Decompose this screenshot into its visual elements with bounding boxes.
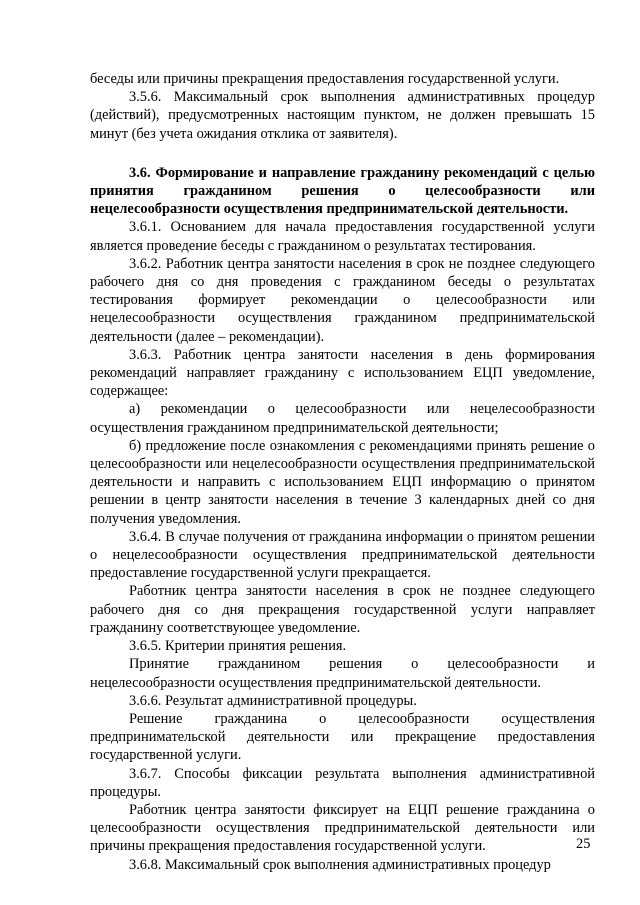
page-number: 25 [576, 836, 591, 852]
paragraph-result: Решение гражданина о целесообразности осуществления предпринимательской деятельности или прекращение предоставления государственной услуги. [90, 710, 595, 764]
section-gap [90, 143, 595, 164]
paragraph-3-6-5: 3.6.5. Критерии принятия решения. [129, 638, 347, 655]
section-heading-3-6: 3.6. Формирование и направление гражданину рекомендаций с целью принятия гражданином решения о целесообразности или нецелесообразности осуществления предпринимательской деятельности. [90, 164, 595, 218]
list-item-a: а) рекомендации о целесообразности или нецелесообразности осуществления гражданином предпринимательской деятельности; [90, 401, 595, 436]
paragraph-3-6-1: 3.6.1. Основанием для начала предоставления государственной услуги является проведение беседы с гражданином о результатах тестирования. [90, 219, 595, 254]
paragraph-3-6-6: 3.6.6. Результат административной процедуры. [129, 692, 417, 709]
paragraph-3-6-4: 3.6.4. В случае получения от гражданина информации о принятом решении о нецелесообразности осуществления предпринимательской деятельности предоставление государственной услуги прекращается. [90, 528, 595, 582]
paragraph-fixation: Работник центра занятости фиксирует на ЕЦП решение гражданина о целесообразности осуществления предпринимательской деятельности или причины прекращения предоставления государственной услуги. [90, 801, 595, 855]
paragraph-3-6-7: 3.6.7. Способы фиксации результата выполнения административной процедуры. [90, 765, 595, 800]
paragraph-criteria: Принятие гражданином решения о целесообразности и нецелесообразности осуществления предпринимательской деятельности. [90, 656, 595, 691]
paragraph-continuation: беседы или причины прекращения предоставления государственной услуги. [90, 71, 560, 87]
paragraph-3-5-6: 3.5.6. Максимальный срок выполнения административных процедур (действий), предусмотренных настоящим пунктом, не должен превышать 15 минут (без учета ожидания отклика от заявителя). [90, 89, 595, 142]
paragraph-3-6-3: 3.6.3. Работник центра занятости населения в день формирования рекомендаций направляет гражданину с использованием ЕЦП уведомление, содержащее: [90, 346, 595, 400]
paragraph-3-6-2: 3.6.2. Работник центра занятости населения в срок не позднее следующего рабочего дня со дня проведения с гражданином беседы о результатах тестирования формирует рекомендации о целесообразности или нецелесообразности осуществления гражданином предпринимательской деятельности (далее – рекомендации). [90, 255, 595, 345]
paragraph-3-6-8: 3.6.8. Максимальный срок выполнения административных процедур [129, 856, 551, 873]
paragraph-notification: Работник центра занятости населения в срок не позднее следующего рабочего дня со дня прекращения государственной услуги направляет гражданину соответствующее уведомление. [90, 583, 595, 636]
list-item-b: б) предложение после ознакомления с рекомендациями принять решение о целесообразности или нецелесообразности осуществления предпринимательской деятельности и направить с использованием ЕЦП информацию о принятом решении в центр занятости населения в течение 3 календарных дней со дня получения уведомления. [90, 437, 595, 527]
